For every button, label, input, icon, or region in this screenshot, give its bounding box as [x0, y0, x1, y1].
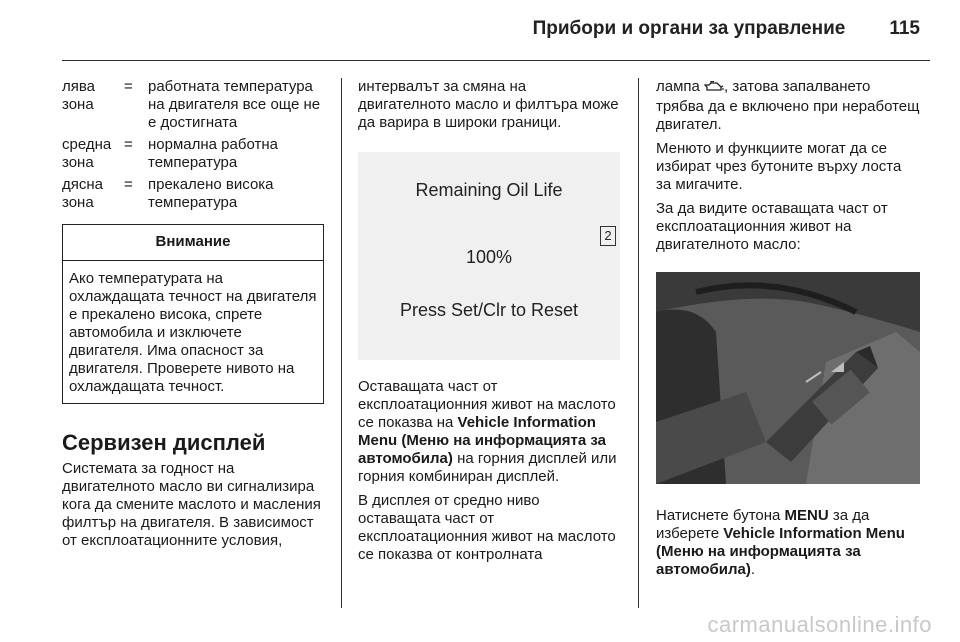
definition-row-middle [62, 136, 324, 172]
display-value: 100% [465, 247, 513, 267]
definition-row-right [62, 176, 324, 212]
definition-row-left [62, 78, 324, 132]
intro-paragraph: интервалът за смяна на двигателното масло и филтъра може да варира в широки граници. [358, 78, 619, 131]
menu-button-name: MENU [784, 507, 829, 524]
paragraph-view-oil-life: За да видите оставащата част от експлоатационния живот на двигателното масло: [656, 200, 888, 253]
vehicle-information-menu-name: Vehicle Information Menu (Меню на информацията за автомобила) [656, 525, 905, 578]
definition-equals: = [124, 176, 133, 193]
header-divider [62, 60, 930, 61]
paragraph-menu-functions: Менюто и функциите могат да се избират чрез бутоните върху лоста за мигачите. [656, 140, 902, 193]
column-3 [656, 78, 920, 585]
display-page-badge: 2 [600, 226, 616, 246]
paragraph-mid-level: В дисплея от средно ниво оставащата част от експлоатационния живот на маслото се показва от контролната [358, 492, 616, 563]
warning-box [62, 224, 324, 404]
paragraph-press-menu: Натиснете бутона MENU за да изберете Vehicle Information Menu (Меню на информацията за автомобила). [656, 507, 905, 578]
definition-equals: = [124, 78, 133, 95]
definition-description: прекалено висока температура [148, 176, 274, 211]
paragraph-vehicle-menu: Оставащата част от експлоатационния живот на маслото се показва на Vehicle Information Menu (Меню на информацията за автомобила) на горния дисплей или горния комбиниран дисплей. [358, 378, 617, 485]
definition-term: лява зона [62, 78, 96, 113]
column-divider-2 [638, 78, 639, 608]
warning-title: Внимание [63, 225, 323, 261]
section-heading: Сервизен дисплей [62, 430, 266, 455]
definition-description: нормална работна температура [148, 136, 278, 171]
column-divider-1 [341, 78, 342, 608]
page-number: 115 [889, 18, 920, 39]
menu-name-bold: Vehicle Information Menu (Меню на информацията за автомобила) [358, 414, 606, 467]
oil-life-display-illustration [358, 152, 620, 360]
column-2 [358, 78, 620, 570]
definition-term: средна зона [62, 136, 112, 171]
turn-signal-stalk-photo [656, 272, 920, 484]
watermark: carmanualsonline.info [707, 612, 932, 637]
display-title: Remaining Oil Life [415, 180, 563, 200]
oil-pressure-lamp-icon [704, 80, 724, 98]
display-hint: Press Set/Clr to Reset [399, 300, 579, 320]
definition-equals: = [124, 136, 133, 153]
paragraph-lamp: лампа , затова запалването трябва да е включено при неработещ двигател. [656, 78, 920, 133]
definition-description: работната температура на двигателя все още не е достигната [148, 78, 321, 131]
section-paragraph: Системата за годност на двигателното масло ви сигнализира кога да смените маслото и масления филтър на двигателя. В зависимост от експлоатационните условия, [62, 460, 321, 549]
warning-body: Ако температурата на охлаждащата течност на двигателя е прекалено висока, спрете автомобила и изключете двигателя. Има опасност за двигателя. Проверете нивото на охлаждащата течност. [69, 270, 317, 395]
page-title: Прибори и органи за управление [532, 18, 846, 39]
column-1 [62, 78, 324, 556]
page-header [533, 18, 920, 40]
definition-term: дясна зона [62, 176, 104, 211]
